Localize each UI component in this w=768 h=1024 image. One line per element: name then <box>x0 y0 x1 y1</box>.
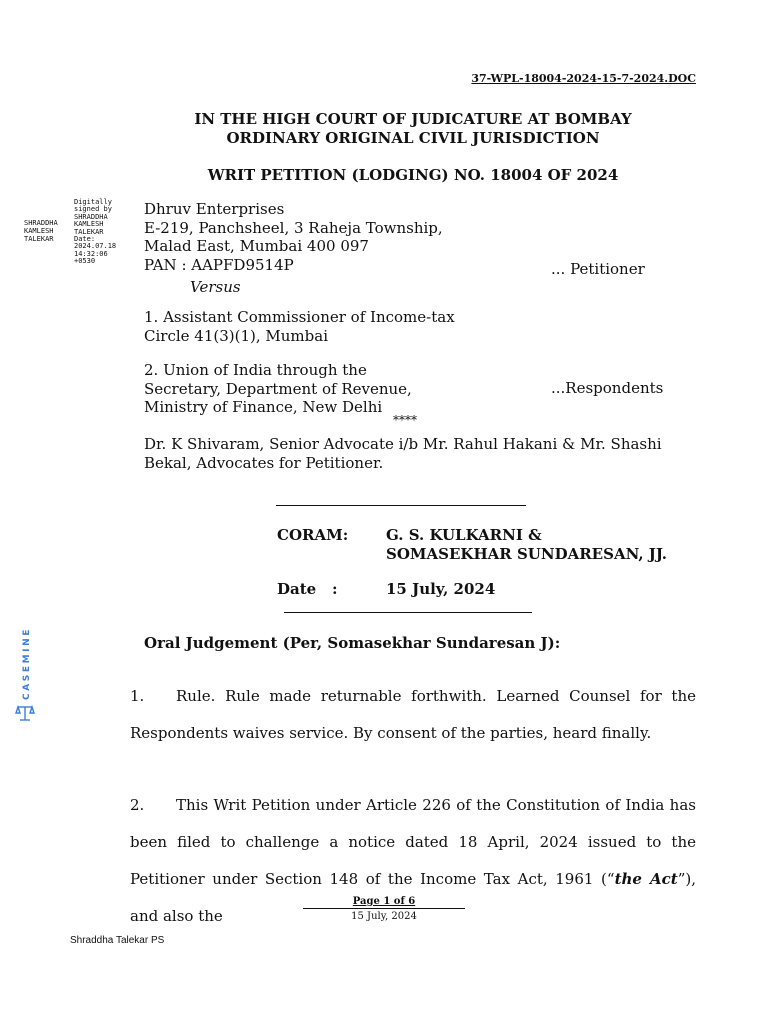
court-name: IN THE HIGH COURT OF JUDICATURE AT BOMBAY <box>194 110 632 128</box>
paragraph-text-tail: ”), and also the <box>130 870 696 925</box>
coram-judge-1: G. S. KULKARNI & <box>386 526 542 544</box>
footer-date: 15 July, 2024 <box>351 911 417 922</box>
casemine-logo-icon <box>16 707 34 720</box>
versus-label: Versus <box>190 278 241 296</box>
document-reference: 37-WPL-18004-2024-15-7-2024.DOC <box>471 72 696 85</box>
petition-title: WRIT PETITION (LODGING) NO. 18004 OF 2024 <box>207 166 619 184</box>
respondent-2-line2: Secretary, Department of Revenue, <box>144 379 412 398</box>
jurisdiction: ORDINARY ORIGINAL CIVIL JURISDICTION <box>226 129 600 147</box>
paragraph-number: 1. <box>130 687 145 705</box>
signature-details: Digitally signed by SHRADDHA KAMLESH TALEKAR Date: 2024.07.18 14:32:06 +0530 <box>74 198 117 266</box>
footer-page-number: Page 1 of 6 <box>352 896 416 907</box>
casemine-watermark <box>12 612 38 724</box>
respondent-2-block <box>144 361 412 417</box>
signature-name: SHRADDHA KAMLESH TALEKAR <box>24 219 58 243</box>
petitioner-block <box>144 200 443 274</box>
petitioner-pan: PAN : AAPFD9514P <box>144 255 294 274</box>
respondents-role: ...Respondents <box>551 379 664 397</box>
defined-term: the Act <box>614 870 678 888</box>
judgement-heading: Oral Judgement (Per, Somasekhar Sundaresan J): <box>144 634 561 652</box>
paragraph-text: This Writ Petition under Article 226 of the Constitution of India has been filed to challenge a notice dated 18 April, 2024 issued to the Petitioner under Section 148 of the Income Tax Act, 1961 (“ <box>130 796 696 888</box>
watermark-text: CASEMINE <box>22 627 32 700</box>
petitioner-role: ... Petitioner <box>551 260 645 278</box>
respondent-1-line1: 1. Assistant Commissioner of Income-tax <box>144 308 455 326</box>
paragraph-text: Rule. Rule made returnable forthwith. Learned Counsel for the Respondents waives service. By consent of the parties, heard finally. <box>130 687 696 742</box>
coram-label: CORAM: <box>277 526 349 544</box>
coram-judge-2: SOMASEKHAR SUNDARESAN, JJ. <box>386 545 668 563</box>
footer-author: Shraddha Talekar PS <box>70 935 165 946</box>
counsel-appearance: Dr. K Shivaram, Senior Advocate i/b Mr. Rahul Hakani & Mr. Shashi Bekal, Advocates for Petitioner. <box>144 435 662 472</box>
divider-bottom <box>284 612 532 613</box>
respondent-2-line1: 2. Union of India through the <box>144 361 367 379</box>
respondent-2-line3: Ministry of Finance, New Delhi <box>144 398 383 416</box>
date-label: Date <box>277 580 317 598</box>
paragraph-number: 2. <box>130 796 145 814</box>
paragraph-1 <box>130 678 696 752</box>
petitioner-address-line2: Malad East, Mumbai 400 097 <box>144 237 369 255</box>
coram-judges <box>386 526 667 564</box>
divider-top <box>276 505 526 506</box>
date-colon: : <box>332 580 338 598</box>
petitioner-name: Dhruv Enterprises <box>144 200 285 218</box>
date-value: 15 July, 2024 <box>386 580 496 598</box>
respondent-1-block <box>144 308 455 345</box>
separator-stars: **** <box>393 413 417 427</box>
respondent-1-line2: Circle 41(3)(1), Mumbai <box>144 326 328 345</box>
footer-divider <box>303 908 465 909</box>
petitioner-address-line1: E-219, Panchsheel, 3 Raheja Township, <box>144 218 443 237</box>
